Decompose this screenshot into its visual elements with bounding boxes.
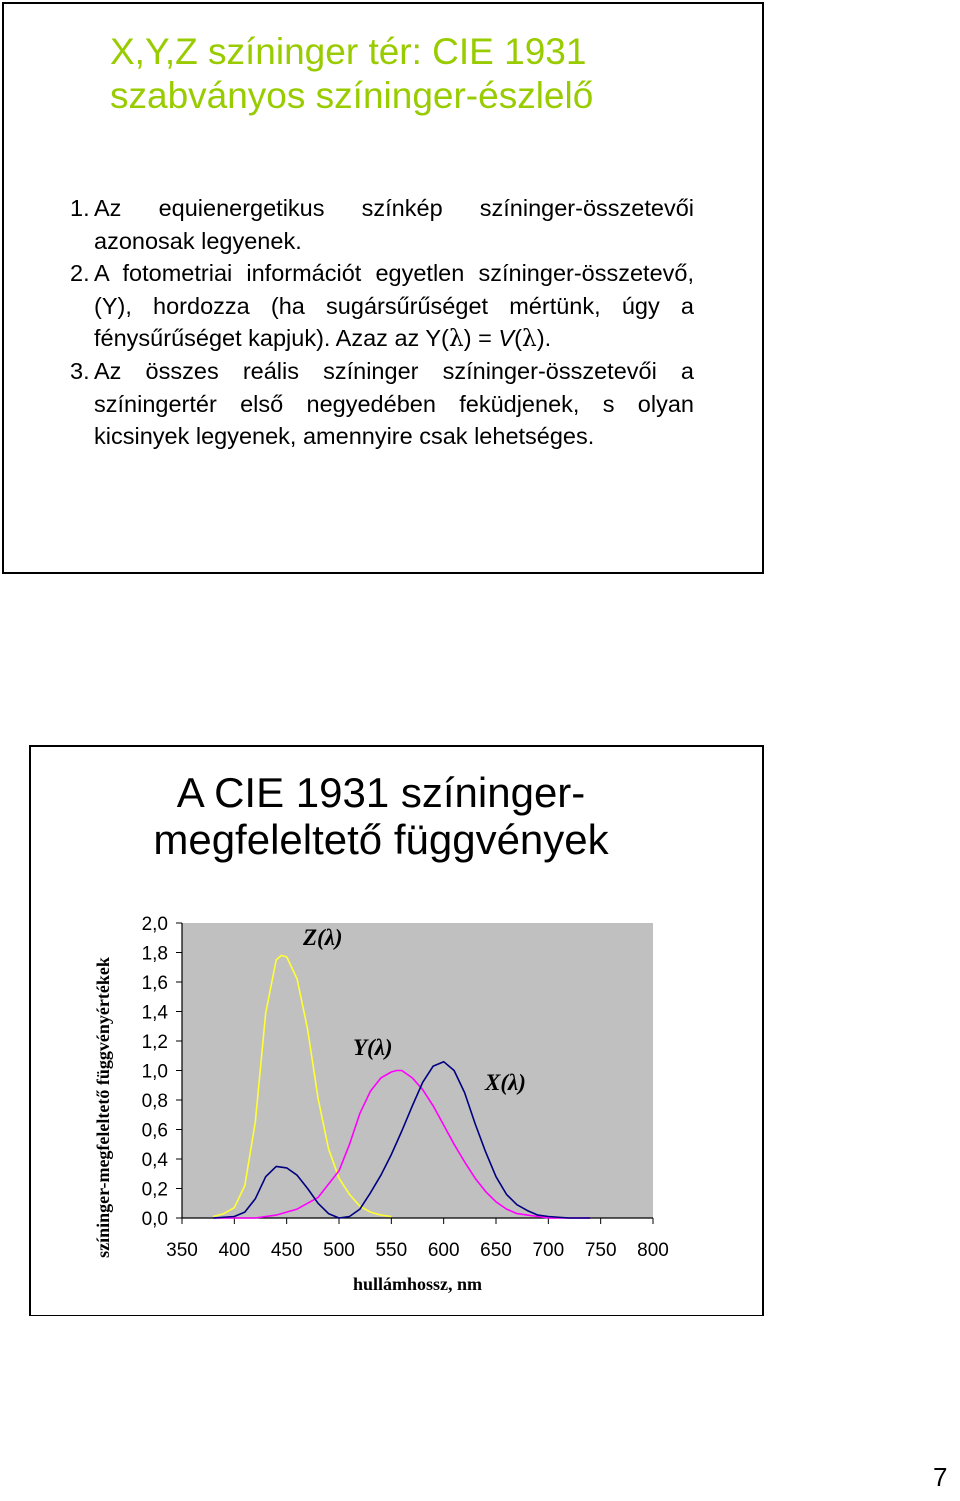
slide-1: [2, 2, 764, 574]
lambda-symbol: λ: [521, 324, 537, 353]
y-tick-label: 0,6: [141, 1120, 168, 1142]
list-item: [70, 355, 694, 453]
y-tick-label: 0,2: [141, 1179, 168, 1201]
list-number: 3.: [70, 357, 90, 384]
y-tick-label: 1,8: [141, 943, 168, 965]
y-tick-label: 0,8: [141, 1091, 168, 1112]
x-tick-label: 650: [480, 1240, 512, 1261]
x-tick-label: 550: [375, 1240, 408, 1261]
y-tick-label: 2,0: [141, 914, 168, 935]
series-label: Z(λ): [303, 925, 343, 950]
list-text-part: ).: [536, 325, 552, 352]
series-label: X(λ): [485, 1070, 526, 1095]
lambda-symbol: λ: [448, 324, 464, 353]
list-text-part: ) =: [463, 325, 499, 352]
x-tick-label: 800: [637, 1240, 669, 1261]
list-item: [70, 192, 694, 257]
y-tick-label: 1,4: [141, 1002, 168, 1024]
y-tick-label: 1,2: [141, 1032, 168, 1053]
slide-2-title-line-2: megfeleltető függvények: [153, 816, 609, 863]
y-tick-label: 0,4: [141, 1150, 168, 1171]
list-item: [70, 257, 694, 355]
y-axis-title: színinger-megfeleltető függvényértékek: [93, 957, 113, 1258]
slide-2-title: [31, 769, 731, 863]
x-tick-label: 500: [323, 1240, 355, 1261]
slide-2: [29, 745, 764, 1316]
x-tick-label: 600: [427, 1240, 460, 1261]
y-tick-label: 1,0: [141, 1061, 168, 1083]
list-text: Az equienergetikus színkép színinger-összetevői azonosak legyenek.: [94, 195, 694, 254]
list-text-part: A fotometriai információt egyetlen színinger-összetevő, (Y), hordozza (ha sugársűrűséget mértünk, úgy a fénysűrűséget kapjuk). Azaz az Y(: [94, 260, 694, 352]
list-text: Az összes reális színinger színinger-összetevői a színingertér első negyedében feküdjenek, s olyan kicsinyek legyenek, amennyire csak lehetséges.: [94, 357, 694, 450]
list-number: 2.: [70, 260, 90, 287]
page-number: 7: [933, 1462, 948, 1492]
color-matching-chart: [31, 887, 762, 1315]
slide-1-title: X,Y,Z színinger tér: CIE 1931 szabványos színinger-észlelő: [110, 31, 594, 116]
series-label: Y(λ): [353, 1035, 393, 1060]
x-tick-label: 350: [166, 1240, 198, 1261]
x-tick-label: 750: [584, 1240, 617, 1261]
y-tick-label: 1,6: [141, 973, 168, 994]
y-tick-label: 0,0: [141, 1209, 168, 1230]
list-text-part: (: [514, 325, 522, 352]
list-number: 1.: [70, 195, 90, 221]
plot-area: [182, 923, 653, 1218]
list-text: [94, 257, 694, 355]
x-tick-label: 400: [218, 1240, 251, 1261]
x-tick-label: 700: [532, 1240, 565, 1261]
x-axis-title: hullámhossz, nm: [352, 1274, 483, 1294]
v-symbol: V: [498, 325, 515, 352]
x-tick-label: 450: [270, 1240, 303, 1261]
requirements-list: [70, 192, 694, 453]
slide-2-title-line-1: A CIE 1931 színinger-: [176, 769, 586, 816]
